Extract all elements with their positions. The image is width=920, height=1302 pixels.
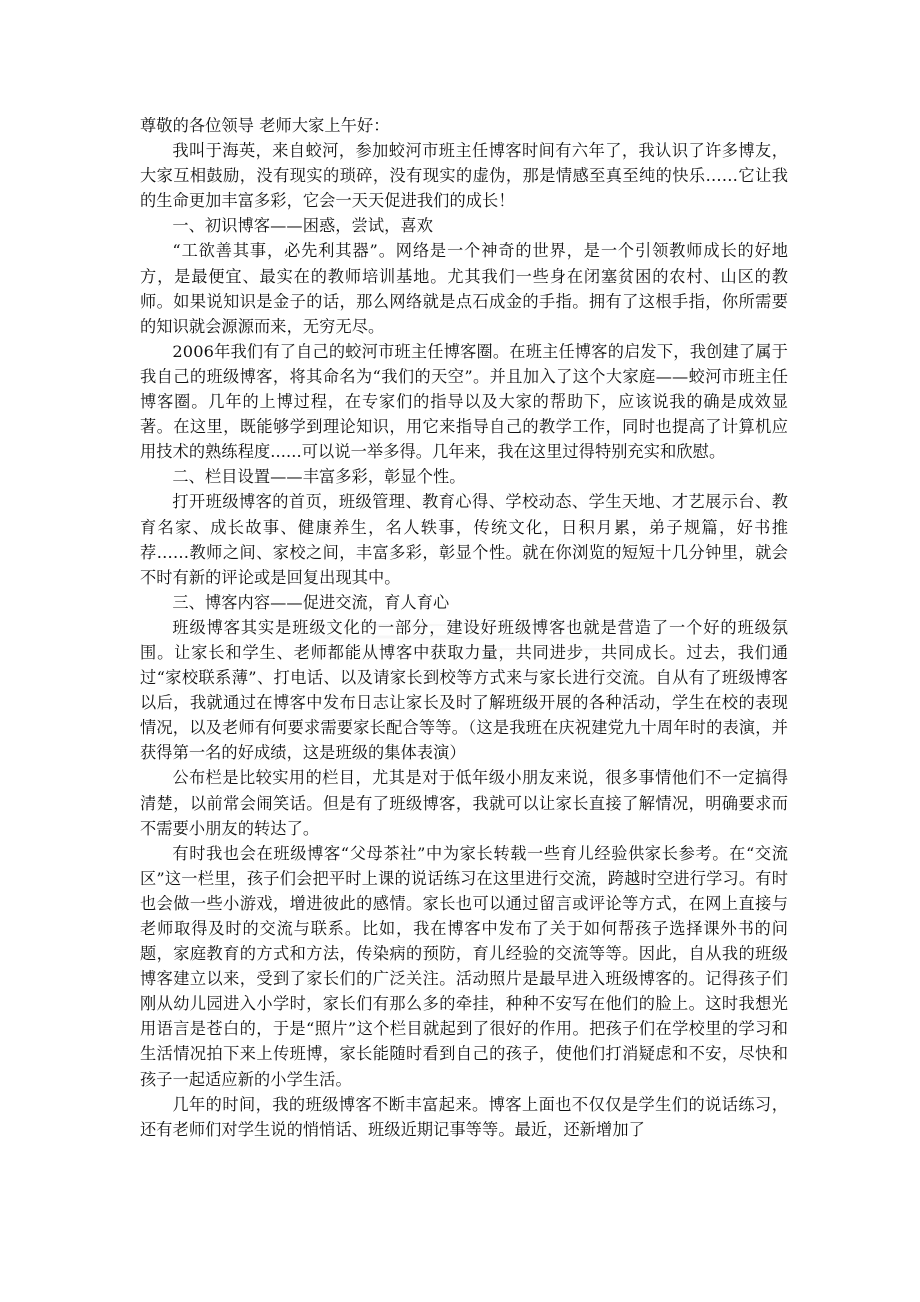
body-paragraph-parent-tea-house: 有时我也会在班级博客“父母茶社”中为家长转载一些育儿经验供家长参考。在“交流区”这一栏里，孩子们会把平时上课的说话练习在这里进行交流，跨越时空进行学习。有时也会做一些小游戏，增进彼此的感情。家长也可以通过留言或评论等方式，在网上直接与老师取得及时的交流与联系。比如，我在博客中发布了关于如何帮孩子选择课外书的问题，家庭教育的方式和方法，传染病的预防，育儿经验的交流等等。因此，自从我的班级博客建立以来，受到了家长们的广泛关注。活动照片是最早进入班级博客的。记得孩子们刚从幼儿园进入小学时，家长们有那么多的牵挂，种种不安写在他们的脸上。这时我想光用语言是苍白的，于是“照片”这个栏目就起到了很好的作用。把孩子们在学校里的学习和生活情况拍下来上传班博，家长能随时看到自己的孩子，使他们打消疑虑和不安，尽快和孩子一起适应新的小学生活。: [140, 843, 788, 1089]
section-heading-column-settings: 二、栏目设置——丰富多彩，彰显个性。: [172, 467, 466, 487]
body-paragraph-blog-circle: 2006年我们有了自己的蛟河市班主任博客圈。在班主任博客的启发下，我创建了属于我自己的班级博客，将其命名为“我们的天空”。并且加入了这个大家庭——蛟河市班主任博客圈。几年的上博过程，在专家们的指导以及大家的帮助下，应该说我的确是成效显著。在这里，既能够学到理论知识，用它来指导自己的教学工作，同时也提高了计算机应用技术的熟练程度......可以说一举多得。几年来，我在这里过得特别充实和欣慰。: [140, 341, 788, 462]
section-heading-blog-content: 三、博客内容——促进交流，育人育心: [172, 592, 450, 612]
body-paragraph-notice-board: 公布栏是比较实用的栏目，尤其是对于低年级小朋友来说，很多事情他们不一定搞得清楚，以前常会闹笑话。但是有了班级博客，我就可以让家长直接了解情况，明确要求而不需要小朋友的转达了。: [140, 768, 788, 838]
body-paragraph-homepage-columns: 打开班级博客的首页，班级管理、教育心得、学校动态、学生天地、才艺展示台、教育名家、成长故事、健康养生，名人轶事，传统文化，日积月累，弟子规篇，好书推荐……教师之间、家校之间，丰富多彩，彰显个性。就在你浏览的短短十几分钟里，就会不时有新的评论或是回复出现其中。: [140, 492, 788, 587]
body-paragraph-blog-growth: 几年的时间，我的班级博客不断丰富起来。博客上面也不仅仅是学生们的说话练习，还有老师们对学生说的悄悄话、班级近期记事等等。最近，还新增加了: [140, 1094, 788, 1139]
salutation: 尊敬的各位领导 老师大家上午好：: [140, 116, 390, 135]
body-paragraph-class-culture: 班级博客其实是班级文化的一部分，建设好班级博客也就是营造了一个好的班级氛围。让家长和学生、老师都能从博客中获取力量，共同进步，共同成长。过去，我们通过“家校联系薄”、打电话、以及请家长到校等方式来与家长进行交流。自从有了班级博客以后，我就通过在博客中发布日志让家长及时了解班级开展的各种活动，学生在校的表现情况，以及老师有何要求需要家长配合等等。（这是我班在庆祝建党九十周年时的表演，并获得第一名的好成绩，这是班级的集体表演）: [140, 617, 788, 763]
speech-text: [140, 113, 788, 1142]
introduction-paragraph: 我叫于海英，来自蛟河，参加蛟河市班主任博客时间有六年了，我认识了许多博友，大家互相鼓励，没有现实的琐碎，没有现实的虚伪，那是情感至真至纯的快乐……它让我的生命更加丰富多彩，它会一天天促进我们的成长！: [140, 141, 788, 211]
section-heading-first-acquaintance: 一、初识博客——困惑，尝试，喜欢: [172, 216, 433, 236]
body-paragraph-network-tool: “工欲善其事，必先利其器”。网络是一个神奇的世界，是一个引领教师成长的好地方，是最便宜、最实在的教师培训基地。尤其我们一些身在闭塞贫困的农村、山区的教师。如果说知识是金子的话，那么网络就是点石成金的手指。拥有了这根手指，你所需要的知识就会源源而来，无穷无尽。: [140, 241, 788, 336]
